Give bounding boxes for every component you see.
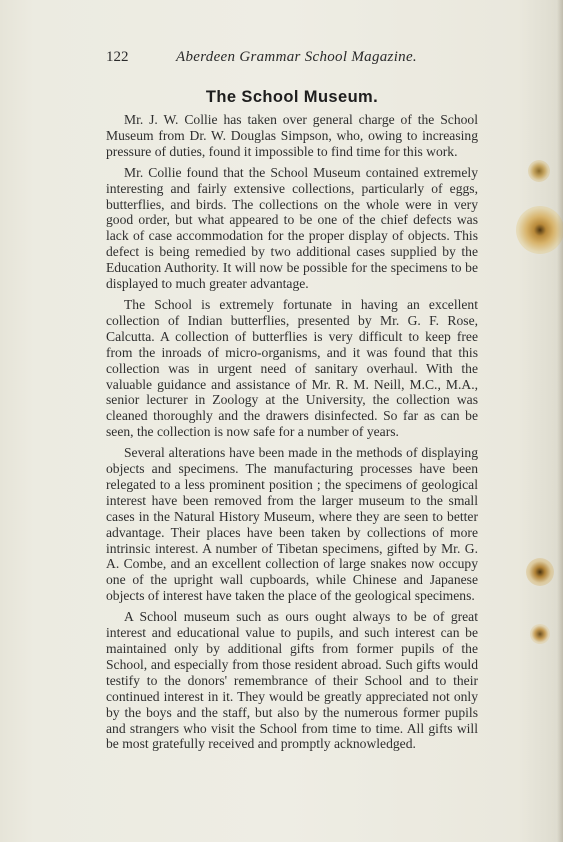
article-title: The School Museum. — [205, 88, 379, 106]
running-title: Aberdeen Grammar School Magazine. — [176, 49, 417, 65]
foxing-stain — [530, 624, 550, 644]
paragraph: Mr. J. W. Collie has taken over general charge of the School Museum from Dr. W. Douglas Simpson, who, owing to increasing pressure of duties, found it impossible to find time for this work. — [106, 112, 478, 159]
foxing-stain — [516, 206, 563, 254]
paragraph: Mr. Collie found that the School Museum contained extremely interesting and fairly extensive collections, particularly of eggs, butterflies, and birds. The collections on the whole were in very good order, but what appeared to be one of the chief defects was lack of case accommodation for the proper display of objects. This defect is being remedied by two additional cases supplied by the Education Authority. It will now be possible for the specimens to be displayed to much greater advantage. — [106, 164, 478, 292]
running-head — [106, 47, 506, 67]
paragraph: A School museum such as ours ought always to be of great interest and educational value to pupils, and such interest can be maintained only by additional gifts from former pupils of the School, and especially from those resident abroad. Such gifts would testify to the donors' remembrance of their School and to their continued interest in it. They would be greatly appreciated not only by the boys and the staff, but also by the numerous former pupils and strangers who visit the School from time to time. All gifts will be most gratefully received and promptly acknowledged. — [106, 609, 478, 752]
page-edge-shadow — [557, 0, 563, 842]
paragraph: Several alterations have been made in the methods of displaying objects and specimens. The manufacturing processes have been relegated to a less prominent position ; the specimens of geological interest have been removed from the larger museum to the small cases in the Natural History Museum, where they are seen to better advantage. Their places have been taken by collections of more intrinsic interest. A number of Tibetan specimens, gifted by Mr. G. A. Combe, and an excellent collection of large snakes now occupy one of the upright wall cupboards, while Chinese and Japanese objects of interest have taken the place of the geological specimens. — [106, 445, 478, 604]
paragraph: The School is extremely fortunate in having an excellent collection of Indian butterflies, presented by Mr. G. F. Rose, Calcutta. A collection of butterflies is very difficult to keep free from the inroads of micro-organisms, and it was found that this collection was in urgent need of sanitary overhaul. With the valuable guidance and assistance of Mr. R. M. Neill, M.C., M.A., senior lecturer in Zoology at the University, the collection was cleaned thoroughly and the drawers disinfected. So far as can be seen, the collection is now safe for a number of years. — [106, 296, 478, 440]
article-body — [106, 112, 478, 757]
foxing-stain — [528, 160, 550, 182]
page-number: 122 — [106, 49, 129, 65]
foxing-stain — [526, 558, 554, 586]
